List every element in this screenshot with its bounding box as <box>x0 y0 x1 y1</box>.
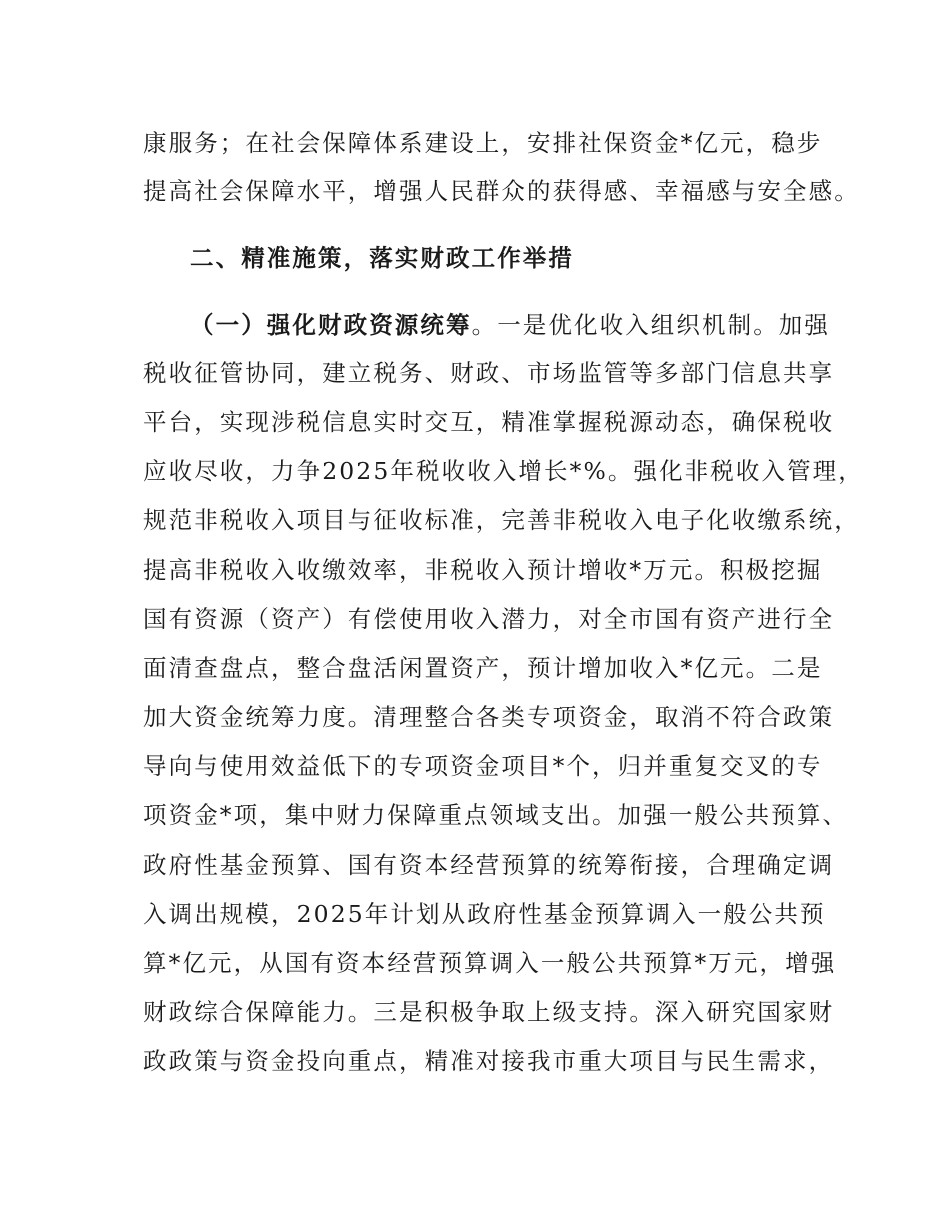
body-text-line: 提高社会保障水平，增强人民群众的获得感、幸福感与安全感。 <box>143 177 860 205</box>
section-heading: 二、精准施策，落实财政工作举措 <box>190 244 574 272</box>
body-text-line: 政府性基金预算、国有资本经营预算的统筹衔接，合理确定调 <box>143 851 835 879</box>
body-text-line: 面清查盘点，整合盘活闲置资产，预计增加收入*亿元。二是 <box>143 654 823 682</box>
body-text-line: 国有资源（资产）有偿使用收入潜力，对全市国有资产进行全 <box>143 605 835 633</box>
body-text-line: 规范非税收入项目与征收标准，完善非税收入电子化收缴系统， <box>143 506 860 534</box>
subsection-title: （一）强化财政资源统筹 <box>190 311 472 339</box>
body-text-line: 导向与使用效益低下的专项资金项目*个，归并重复交叉的专 <box>143 752 823 780</box>
body-text-line: 加大资金统筹力度。清理整合各类专项资金，取消不符合政策 <box>143 703 835 731</box>
paragraph-lead-line <box>190 310 830 340</box>
body-text-line: 康服务；在社会保障体系建设上，安排社保资金*亿元，稳步 <box>143 129 823 157</box>
body-text-line: 算*亿元，从国有资本经营预算调入一般公共预算*万元，增强 <box>143 949 837 977</box>
body-text-line: 平台，实现涉税信息实时交互，精准掌握税源动态，确保税收 <box>143 408 835 436</box>
body-text-line: 财政综合保障能力。三是积极争取上级支持。深入研究国家财 <box>143 998 835 1026</box>
body-text-line: 提高非税收入收缴效率，非税收入预计增收*万元。积极挖掘 <box>143 556 823 584</box>
body-text-line: 入调出规模，2025年计划从政府性基金预算调入一般公共预 <box>143 900 826 928</box>
body-text-line: 税收征管协同，建立税务、财政、市场监管等多部门信息共享 <box>143 359 835 387</box>
body-text-line: 政政策与资金投向重点，精准对接我市重大项目与民生需求， <box>143 1047 835 1075</box>
body-text-line: 应收尽收，力争2025年税收收入增长*%。强化非税收入管理， <box>143 457 864 485</box>
body-text-line: 项资金*项，集中财力保障重点领域支出。加强一般公共预算、 <box>143 801 849 829</box>
body-text-span: 。一是优化收入组织机制。加强 <box>471 311 831 339</box>
